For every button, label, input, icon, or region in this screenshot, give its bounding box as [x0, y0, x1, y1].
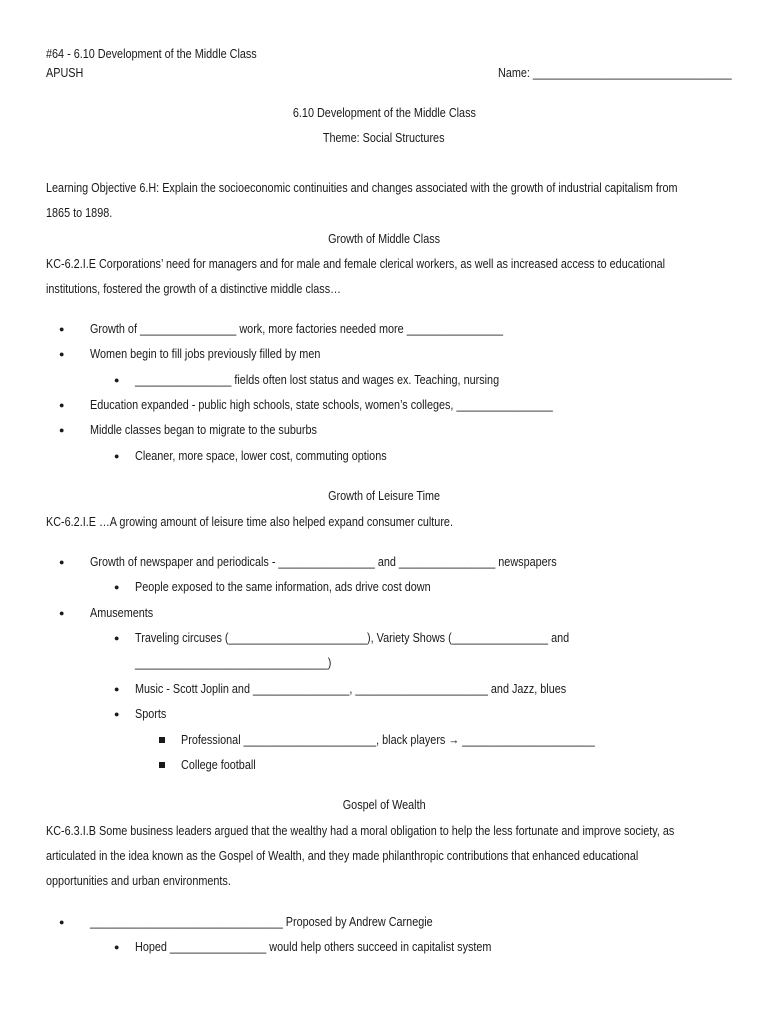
bullet-dot: ●	[114, 582, 120, 592]
section-heading-middle-class: Growth of Middle Class	[328, 232, 440, 246]
theme-line: Theme: Social Structures	[323, 131, 445, 145]
list-item: Sports	[135, 707, 167, 721]
list-item: Traveling circuses (_______________________), Variety Shows (________________ and	[135, 631, 570, 645]
section-heading-leisure: Growth of Leisure Time	[328, 489, 440, 503]
list-item-continuation: ________________________________)	[135, 656, 332, 670]
bullet-square	[159, 762, 165, 768]
section-heading-gospel: Gospel of Wealth	[342, 798, 426, 812]
kc-middle-class-line-2: institutions, fostered the growth of a distinctive middle class…	[46, 282, 341, 296]
list-item: People exposed to the same information, ads drive cost down	[135, 580, 431, 594]
list-item: Music - Scott Joplin and ________________, ______________________ and Jazz, blues	[135, 682, 567, 696]
course-label: APUSH	[46, 66, 84, 80]
list-item: Women begin to fill jobs previously filled by men	[90, 347, 321, 361]
bullet-dot: ●	[59, 557, 65, 567]
list-item: Hoped ________________ would help others succeed in capitalist system	[135, 940, 492, 954]
bullet-dot: ●	[59, 917, 65, 927]
list-item: ________________ fields often lost status and wages ex. Teaching, nursing	[135, 373, 500, 387]
list-item: Cleaner, more space, lower cost, commuting options	[135, 449, 387, 463]
page-title: 6.10 Development of the Middle Class	[292, 106, 476, 120]
list-item: Middle classes began to migrate to the suburbs	[90, 423, 317, 437]
list-item: Amusements	[90, 606, 154, 620]
list-item: Growth of ________________ work, more factories needed more ________________	[90, 322, 504, 336]
bullet-dot: ●	[59, 425, 65, 435]
list-item: Professional ______________________, black players → ______________________	[181, 733, 595, 747]
doc-title: #64 - 6.10 Development of the Middle Class	[46, 47, 257, 61]
list-item: ________________________________ Proposed by Andrew Carnegie	[90, 915, 433, 929]
bullet-square	[159, 737, 165, 743]
objective-line-2: 1865 to 1898.	[46, 206, 113, 220]
bullet-dot: ●	[114, 451, 120, 461]
kc-middle-class-line-1: KC-6.2.I.E Corporations’ need for managers and for male and female clerical workers, as well as increased access to educational	[46, 257, 666, 271]
bullet-dot: ●	[59, 608, 65, 618]
bullet-dot: ●	[59, 349, 65, 359]
list-item: Education expanded - public high schools, state schools, women’s colleges, ________________	[90, 398, 553, 412]
bullet-dot: ●	[114, 633, 120, 643]
kc-gospel-line-1: KC-6.3.I.B Some business leaders argued that the wealthy had a moral obligation to help the less fortunate and improve society, as	[46, 824, 675, 838]
bullet-dot: ●	[114, 942, 120, 952]
list-item: College football	[181, 758, 256, 772]
objective-line-1: Learning Objective 6.H: Explain the socioeconomic continuities and changes associated with the growth of industrial capitalism from	[46, 181, 678, 195]
list-item: Growth of newspaper and periodicals - ________________ and ________________ newspapers	[90, 555, 557, 569]
bullet-dot: ●	[59, 400, 65, 410]
bullet-dot: ●	[114, 684, 120, 694]
kc-gospel-line-3: opportunities and urban environments.	[46, 874, 231, 888]
bullet-dot: ●	[114, 709, 120, 719]
kc-gospel-line-2: articulated in the idea known as the Gospel of Wealth, and they made philanthropic contributions that enhanced educational	[46, 849, 639, 863]
bullet-dot: ●	[59, 324, 65, 334]
kc-leisure-line-1: KC-6.2.I.E …A growing amount of leisure time also helped expand consumer culture.	[46, 515, 453, 529]
name-field: Name: _________________________________	[498, 66, 732, 80]
bullet-dot: ●	[114, 375, 120, 385]
